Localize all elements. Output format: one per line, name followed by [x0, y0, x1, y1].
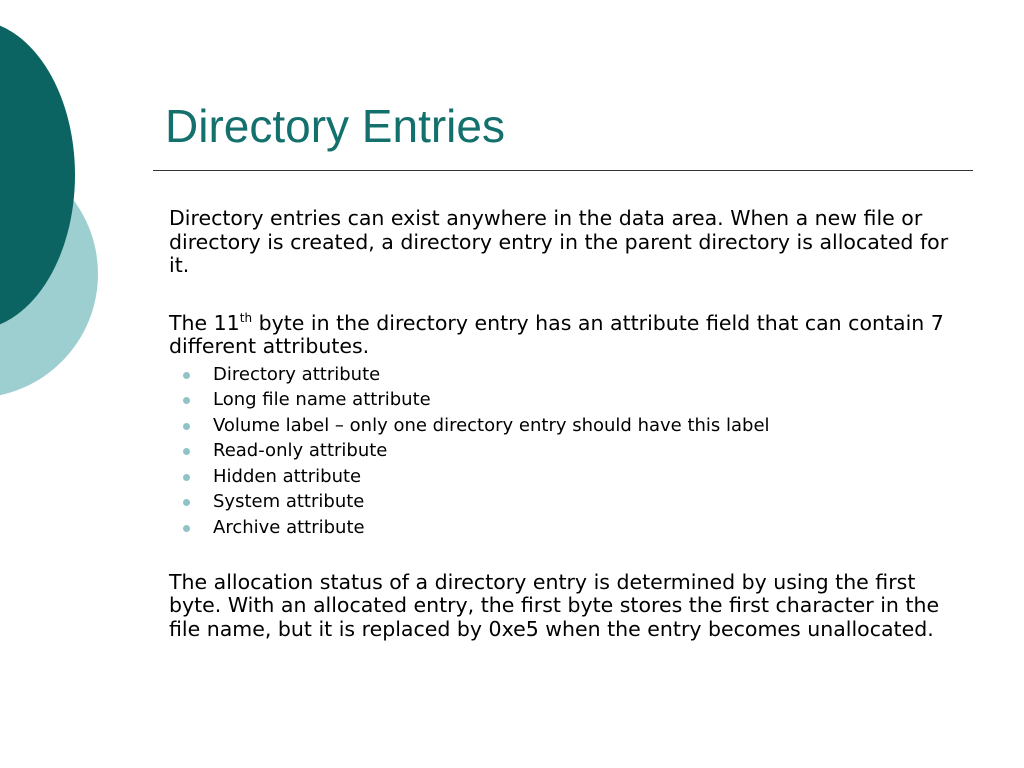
- attribute-list: [169, 362, 969, 541]
- list-item: [169, 413, 969, 439]
- bullet-dot-icon: [183, 423, 190, 430]
- list-item: [169, 387, 969, 413]
- list-item-label: Read-only attribute: [213, 440, 388, 462]
- paragraph-attribute-byte-prefix: The 11: [169, 310, 240, 335]
- slide-body: [169, 207, 969, 641]
- paragraph-attribute-byte: [169, 312, 969, 359]
- title-divider: [153, 170, 973, 171]
- bullet-dot-icon: [183, 525, 190, 532]
- list-item: [169, 515, 969, 541]
- paragraph-attribute-byte-suffix: byte in the directory entry has an attribute field that can contain 7 different attributes.: [169, 310, 944, 358]
- bullet-dot-icon: [183, 448, 190, 455]
- list-item-label: Long file name attribute: [213, 389, 431, 411]
- ordinal-superscript: th: [239, 310, 253, 325]
- list-item: [169, 438, 969, 464]
- paragraph-directory-entries: Directory entries can exist anywhere in the data area. When a new file or directory is created, a directory entry in the parent directory is allocated for it.: [169, 206, 949, 277]
- paragraph-allocation-status: The allocation status of a directory entry is determined by using the first byte. With an allocated entry, the first byte stores the first character in the file name, but it is replaced by 0xe5 when the entry becomes unallocated.: [169, 569, 940, 641]
- list-item-label: Directory attribute: [213, 363, 381, 385]
- bullet-dot-icon: [183, 372, 190, 379]
- list-item: [169, 464, 969, 490]
- list-item-label: System attribute: [213, 491, 365, 513]
- bullet-dot-icon: [183, 397, 190, 404]
- bullet-dot-icon: [183, 499, 190, 506]
- bullet-dot-icon: [183, 474, 190, 481]
- list-item-label: Volume label – only one directory entry should have this label: [213, 414, 770, 436]
- list-item-label: Hidden attribute: [213, 465, 362, 487]
- list-item-label: Archive attribute: [213, 517, 365, 539]
- list-item: [169, 489, 969, 515]
- list-item: [169, 362, 969, 388]
- slide-title: Directory Entries: [165, 100, 505, 152]
